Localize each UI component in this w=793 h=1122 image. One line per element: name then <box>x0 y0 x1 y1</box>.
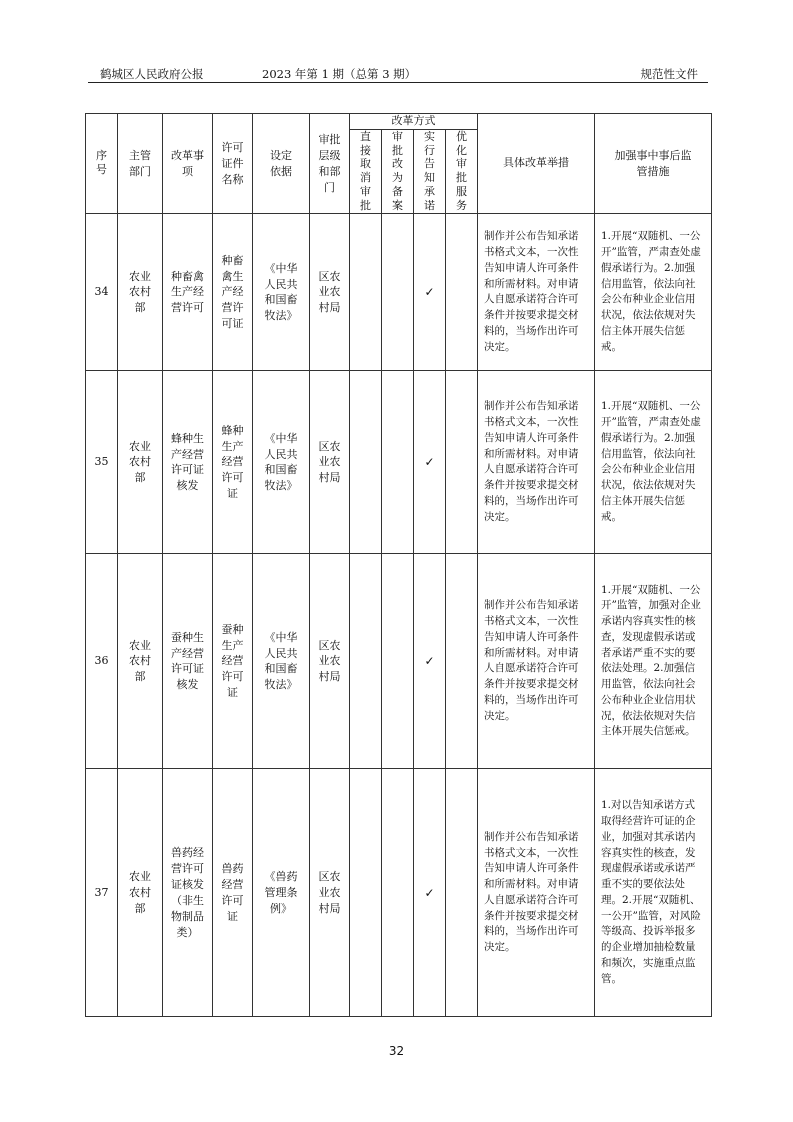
cell-item: 蜂种生产经营许可证核发 <box>163 371 213 554</box>
header-rule <box>88 82 708 83</box>
header-method-notify: 实行告知承诺 <box>414 129 446 214</box>
header-no: 序号 <box>86 114 118 214</box>
cell-measures: 制作并公布告知承诺书格式文本，一次性告知申请人许可条件和所需材料。对申请人自愿承诺符合许可条件并按要求提交材料的，当场作出许可决定。 <box>478 554 595 769</box>
header-basis: 设定依据 <box>253 114 310 214</box>
cell-basis: 《中华人民共和国畜牧法》 <box>253 554 310 769</box>
cell-notify-check: ✓ <box>414 554 446 769</box>
cell-license: 种畜禽生产经营许可证 <box>213 214 253 371</box>
cell-filing <box>382 769 414 1017</box>
header-reform-method: 改革方式 <box>350 114 478 130</box>
header-dept: 主管部门 <box>118 114 163 214</box>
cell-measures: 制作并公布告知承诺书格式文本，一次性告知申请人许可条件和所需材料。对申请人自愿承诺符合许可条件并按要求提交材料的，当场作出许可决定。 <box>478 371 595 554</box>
cell-notify-check: ✓ <box>414 371 446 554</box>
cell-optimize <box>446 371 478 554</box>
cell-supervision: 1.开展“双随机、一公开”监管，加强对企业承诺内容真实性的核查，发现虚假承诺或者承诺严重不实的要依法处理。2.加强信用监管，依法向社会公布种业企业信用状况，依法依规对失信主体开展失信惩戒。 <box>595 554 712 769</box>
table-header <box>86 114 712 214</box>
cell-approval: 区农业农村局 <box>310 214 350 371</box>
cell-dept: 农业农村部 <box>118 554 163 769</box>
page-header <box>100 62 706 84</box>
cell-supervision: 1.开展“双随机、一公开”监管，严肃查处虚假承诺行为。2.加强信用监管，依法向社会公布种业企业信用状况，依法依规对失信主体开展失信惩戒。 <box>595 371 712 554</box>
cell-item: 蚕种生产经营许可证核发 <box>163 554 213 769</box>
cell-measures: 制作并公布告知承诺书格式文本，一次性告知申请人许可条件和所需材料。对申请人自愿承诺符合许可条件并按要求提交材料的，当场作出许可决定。 <box>478 214 595 371</box>
cell-item: 种畜禽生产经营许可 <box>163 214 213 371</box>
header-measures: 具体改革举措 <box>478 114 595 214</box>
table-row <box>86 554 712 769</box>
cell-approval: 区农业农村局 <box>310 554 350 769</box>
cell-approval: 区农业农村局 <box>310 371 350 554</box>
cell-optimize <box>446 769 478 1017</box>
cell-no: 37 <box>86 769 118 1017</box>
cell-cancel <box>350 554 382 769</box>
cell-filing <box>382 554 414 769</box>
page-number: 32 <box>388 1044 405 1058</box>
cell-license: 兽药经营许可证 <box>213 769 253 1017</box>
cell-supervision: 1.开展“双随机、一公开”监管，严肃查处虚假承诺行为。2.加强信用监管，依法向社会公布种业企业信用状况，依法依规对失信主体开展失信惩戒。 <box>595 214 712 371</box>
cell-supervision: 1.对以告知承诺方式取得经营许可证的企业，加强对其承诺内容真实性的核查，发现虚假承诺或承诺严重不实的要依法处理。2.开展“双随机、一公开”监管，对风险等级高、投诉举报多的企业增加抽检数量和频次，实施重点监管。 <box>595 769 712 1017</box>
cell-measures: 制作并公布告知承诺书格式文本，一次性告知申请人许可条件和所需材料。对申请人自愿承诺符合许可条件并按要求提交材料的，当场作出许可决定。 <box>478 769 595 1017</box>
cell-no: 34 <box>86 214 118 371</box>
cell-cancel <box>350 769 382 1017</box>
cell-cancel <box>350 371 382 554</box>
cell-basis: 《中华人民共和国畜牧法》 <box>253 371 310 554</box>
cell-notify-check: ✓ <box>414 769 446 1017</box>
cell-approval: 区农业农村局 <box>310 769 350 1017</box>
cell-notify-check: ✓ <box>414 214 446 371</box>
header-method-filing: 审批改为备案 <box>382 129 414 214</box>
header-license: 许可证件名称 <box>213 114 253 214</box>
header-method-optimize: 优化审批服务 <box>446 129 478 214</box>
cell-filing <box>382 371 414 554</box>
cell-cancel <box>350 214 382 371</box>
cell-license: 蜂种生产经营许可证 <box>213 371 253 554</box>
cell-item: 兽药经营许可证核发（非生物制品类） <box>163 769 213 1017</box>
header-supervision: 加强事中事后监管措施 <box>595 114 712 214</box>
cell-optimize <box>446 214 478 371</box>
table-row <box>86 371 712 554</box>
cell-filing <box>382 214 414 371</box>
header-approval: 审批层级和部门 <box>310 114 350 214</box>
publication-title: 鹤城区人民政府公报 <box>100 67 204 81</box>
header-item: 改革事项 <box>163 114 213 214</box>
cell-license: 蚕种生产经营许可证 <box>213 554 253 769</box>
cell-dept: 农业农村部 <box>118 769 163 1017</box>
reform-table <box>85 113 712 1017</box>
header-method-cancel: 直接取消审批 <box>350 129 382 214</box>
cell-dept: 农业农村部 <box>118 371 163 554</box>
table-row <box>86 769 712 1017</box>
cell-optimize <box>446 554 478 769</box>
table-row <box>86 214 712 371</box>
cell-dept: 农业农村部 <box>118 214 163 371</box>
cell-basis: 《中华人民共和国畜牧法》 <box>253 214 310 371</box>
issue-label: 2023 年第 1 期（总第 3 期） <box>262 67 417 81</box>
cell-basis: 《兽药管理条例》 <box>253 769 310 1017</box>
cell-no: 35 <box>86 371 118 554</box>
section-label: 规范性文件 <box>640 67 698 81</box>
cell-no: 36 <box>86 554 118 769</box>
